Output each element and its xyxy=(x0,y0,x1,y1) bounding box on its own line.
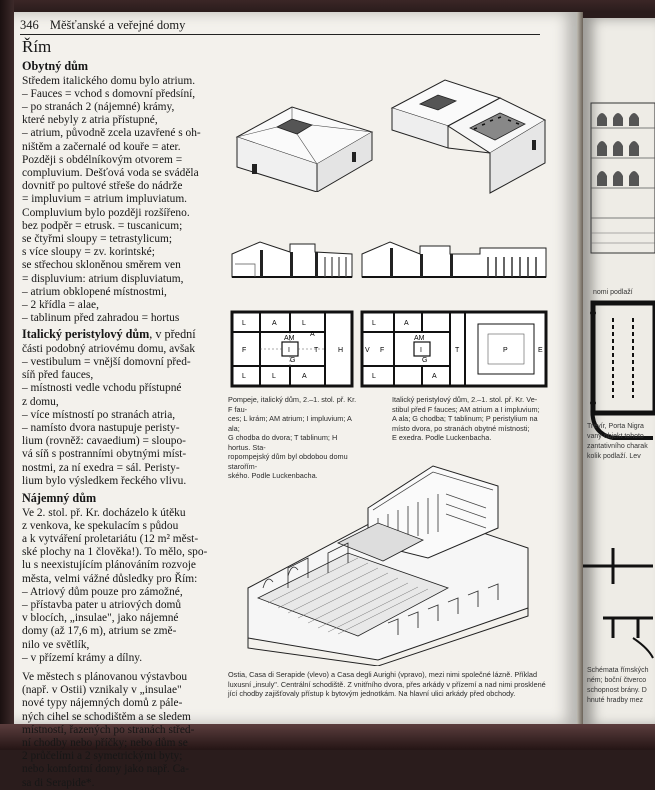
plan-label: A xyxy=(432,373,437,380)
plan-label: G xyxy=(290,357,296,364)
plan-label: T xyxy=(455,347,460,354)
text-line: ské plochy na 1 člověka!). To mělo, spo- xyxy=(22,546,208,559)
plan-label: L xyxy=(272,373,276,380)
plan-label: V xyxy=(365,347,370,354)
figure-caption-bottom: Ostia, Casa di Serapide (vlevo) a Casa degli Aurighi (vpravo), mezi nimi společné lázně. Příklad luxusní „insuly". Centrální schodiště. Z vnitřního dvora, přes arkády v přízemí a nad nimi prosklené jící chodby zajišťovaly přístup k bytovým jednotkám. Na hlavní ulici arkády před obchody. xyxy=(228,670,546,698)
plan-label: G xyxy=(422,357,428,364)
top-edge xyxy=(0,0,655,12)
text-line: (např. v Ostii) vznikaly v „insulae" xyxy=(22,684,182,697)
text-line: lium bylo výsledkem řeckého vlivu. xyxy=(22,474,187,487)
subsection-title: Obytný dům xyxy=(22,59,89,73)
text-line: a k vytváření proletariátu (12 m² měst- xyxy=(22,533,199,545)
text-line: ní chodby nebo příčky; nebo dům se xyxy=(22,737,188,750)
plan-label: F xyxy=(242,347,247,354)
plan-label: A xyxy=(302,373,307,380)
text-line: 2 průčelími a 2 symetrickými byty; xyxy=(22,750,183,763)
text-line: Středem italického domu bylo atrium. xyxy=(22,74,196,87)
figure-caption-right: Italický peristylový dům, 2.–1. stol. př. Kr. Ve- stibul před F fauces; AM atrium a I impluvium; A ala; G chodba; T tablinum; P peristylium na místo dvora, po stranách obytné místnosti; E exedra. Podle Luckenbacha. xyxy=(392,395,540,442)
text-line: domy (až 17,6 m), atrium se změ- xyxy=(22,625,177,638)
right-caption-line: Trevír, Porta Nigra xyxy=(587,423,644,430)
atrium-house-axonometric-closed xyxy=(232,92,382,192)
right-page-illustrations xyxy=(583,18,655,726)
text-line: části podobný atriovému domu, avšak xyxy=(22,342,196,355)
text-line: nové typy nájemných domů z pále- xyxy=(22,697,183,710)
text-line: nebo komfortní domy jako např. Ca- xyxy=(22,763,190,776)
subsection-title: Italický peristylový dům, v přední xyxy=(22,327,196,342)
text-line: Později s obdélníkovým otvorem = xyxy=(22,153,183,166)
text-line: – vestibulum = vnější domovní před- xyxy=(22,356,191,369)
text-line: s více sloupy = zv. korintské; xyxy=(22,246,155,259)
subsection-body xyxy=(22,671,222,790)
peristyle-plan-labels xyxy=(360,310,548,388)
text-line: – atrium obklopené místnostmi, xyxy=(22,285,167,298)
text-line: = displuvium: atrium displuviatum, xyxy=(22,272,184,285)
header-rule xyxy=(20,34,540,35)
text-line: se čtyřmi sloupy = tetrastylicum; xyxy=(22,232,173,245)
text-line: – po stranách 2 (nájemné) krámy, xyxy=(22,100,175,113)
text-line: – Fauces = vchod s domovní předsíní, xyxy=(22,87,196,100)
porta-nigra-drawing xyxy=(591,103,655,253)
text-line: které nebyly z atria přístupné, xyxy=(22,114,158,127)
subsection-body xyxy=(22,343,222,488)
text-line: – místnosti vedle vchodu přístupné xyxy=(22,382,182,395)
figure-caption-left: Pompeje, italický dům, 2.–1. stol. př. Kr. F fau- ces; L krám; AM atrium; I impluvium; A ala; G chodba do dvora; T tablinum; H hortus. Sta- ropompejský dům byl obdobou domu starořím- ského. Podle Luckenbacha. xyxy=(228,395,357,480)
plan-label: I xyxy=(420,347,422,354)
peristyle-house-section xyxy=(360,232,548,280)
text-line: lium (rovněž: cavaedium) = sloupo- xyxy=(22,435,186,448)
right-page xyxy=(583,18,655,726)
right-caption-line: zantativního charak xyxy=(587,443,648,450)
plan-label: A xyxy=(404,320,409,327)
text-line: – přístavba pater u atriových domů xyxy=(22,599,182,612)
text-line: bez podpěr = etrusk. = tuscanicum; xyxy=(22,219,183,232)
text-line: – 2 křídla = alae, xyxy=(22,298,99,311)
right-caption-line: vaný objekt tohoto xyxy=(587,433,644,440)
right-caption-line: schopnost brány. D xyxy=(587,687,647,694)
right-caption-line: hnuté hradby mez xyxy=(587,697,644,704)
plan-label: T xyxy=(314,347,319,354)
plan-label: P xyxy=(503,347,508,354)
text-line: = impluvium = atrium impluviatum. xyxy=(22,193,188,206)
text-line: lu s neexistujícím plánováním rozvoje xyxy=(22,559,196,572)
plan-label: A xyxy=(272,320,277,327)
plan-label: F xyxy=(380,347,385,354)
text-line: Compluvium bylo později rozšířeno. xyxy=(22,206,190,219)
text-line: sa di Serapide*. xyxy=(22,776,95,789)
text-line: compluvium. Dešťová voda se sváděla xyxy=(22,166,199,179)
plan-label: E xyxy=(538,347,543,354)
plan-label: AM xyxy=(414,335,425,342)
text-line: dovnitř po pultové střeše do nádrže xyxy=(22,180,183,193)
text-line: – namísto dvora nastupuje peristy- xyxy=(22,422,180,435)
casa-di-serapide-axonometric xyxy=(228,448,558,666)
page-header xyxy=(20,18,185,33)
text-line: – Atriový dům pouze pro zámožné, xyxy=(22,585,183,598)
subsection-body xyxy=(22,507,222,665)
text-line: nilo ve světlík, xyxy=(22,638,90,651)
text-line: síň před fauces, xyxy=(22,369,94,382)
plan-label: L xyxy=(242,320,246,327)
right-page-label: nomi podlaží xyxy=(593,289,633,296)
text-line: města, velmi vážné důsledky pro Řím: xyxy=(22,572,198,585)
text-line: v blocích, „insulae", jako nájemné xyxy=(22,612,179,625)
right-caption-line: kolik podlaží. Lev xyxy=(587,453,641,460)
book-spine-edge xyxy=(0,0,14,750)
subsection-body xyxy=(22,75,222,326)
plan-label: AM xyxy=(284,335,295,342)
text-line: z venkova, ke spekulacím s půdou xyxy=(22,519,179,532)
text-line: Ve 2. stol. př. Kr. docházelo k útěku xyxy=(22,506,186,519)
section-title: Řím xyxy=(22,37,52,56)
plan-label: L xyxy=(302,320,306,327)
text-line: ništěm a začernalé od kouře = ater. xyxy=(22,140,181,153)
peristyle-house-axonometric xyxy=(390,68,550,198)
gate-schema-drawing xyxy=(583,548,653,658)
text-line: se střechou skloněnou směrem ven xyxy=(22,259,181,272)
text-line: – v přízemí krámy a dílny. xyxy=(22,651,143,664)
text-line: vá síň s postranními obytnými míst- xyxy=(22,448,187,461)
text-line: – více místností po stranách atria, xyxy=(22,408,176,421)
atrium-plan-labels xyxy=(230,310,355,388)
right-caption-line: Schémata římských xyxy=(587,667,649,674)
plan-label: L xyxy=(242,373,246,380)
text-column xyxy=(22,38,222,790)
text-line: – tablinum před zahradou = hortus xyxy=(22,312,180,325)
running-title: Měšťanské a veřejné domy xyxy=(49,18,186,32)
plan-label: H xyxy=(338,347,344,354)
text-line: nostmi, za ní exedra = sál. Peristy- xyxy=(22,461,180,474)
text-line: Ve městech s plánovanou výstavbou xyxy=(22,671,188,684)
subsection-title: Nájemný dům xyxy=(22,491,97,506)
porta-nigra-plan xyxy=(590,303,655,438)
atrium-house-section xyxy=(230,232,355,280)
plan-label: L xyxy=(372,320,376,327)
text-line: místností, řazených po stranách střed- xyxy=(22,723,195,736)
text-line: – atrium, původně zcela uzavřené s oh- xyxy=(22,127,201,140)
page-number: 346 xyxy=(20,18,39,32)
text-line: ných cihel se schodištěm a se sledem xyxy=(22,710,191,723)
right-caption-line: ném; boční čtverco xyxy=(587,677,647,684)
plan-label: A xyxy=(310,331,315,338)
plan-label: I xyxy=(288,347,290,354)
text-line: z domu, xyxy=(22,395,59,408)
plan-label: L xyxy=(372,373,376,380)
